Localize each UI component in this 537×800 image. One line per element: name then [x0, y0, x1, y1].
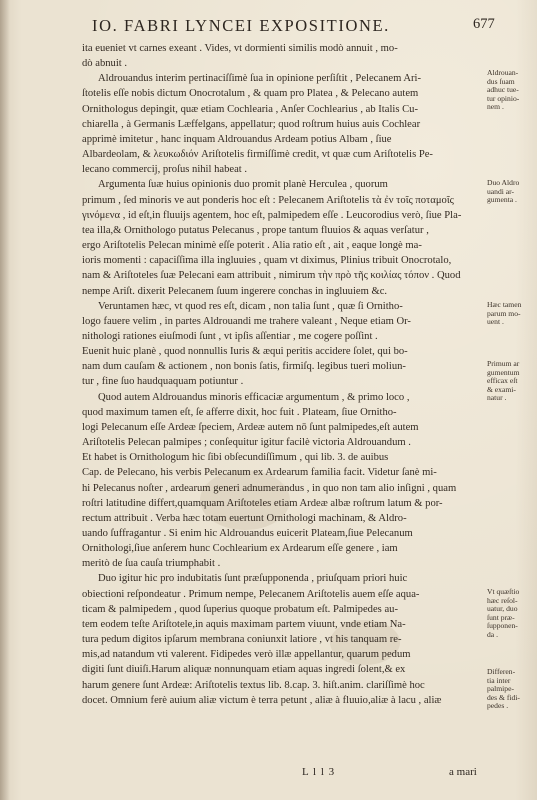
margin-note-line: uent .	[487, 317, 504, 327]
margin-note-line: parum mo-	[487, 308, 521, 318]
text-line: Aldrouandus interim pertinaciſſimè ſua in opinione perſiſtit , Pelecanem Ari-	[98, 73, 422, 85]
text-line: Argumenta ſuæ huius opinionis duo promit planè Herculea , quorum	[98, 179, 388, 191]
text-line: harum genere ſunt Ardeæ: Ariſtotelis textus lib. 8.cap. 3. hiſt.anim. clariſſimè hoc	[82, 679, 425, 691]
margin-note-line: pedes .	[487, 701, 509, 711]
margin-note-line: nem .	[487, 102, 504, 112]
margin-note-line: uatur, duo	[487, 604, 518, 614]
text-line: Quod autem Aldrouandus minoris efficaciæ argumentum , & primo loco ,	[98, 391, 410, 403]
margin-note	[487, 69, 535, 112]
margin-note-line: tia inter	[487, 675, 511, 685]
text-line: Ornithologus depingit, quæ etiam Cochlearia , Anſer Cochlearius , ab Italis Cu-	[82, 103, 418, 115]
text-line: meritò de ſua cauſa triumphabit .	[82, 558, 221, 570]
text-line: ita eueniet vt carnes exeant . Vides, vt dormienti similis modò annuit , mo-	[82, 43, 398, 54]
text-line: hi Pelecanus noſter , ardearum generi adnumerandus , in quo non tam alio inſigni , quam	[82, 482, 457, 494]
text-line: apprimè imitetur , hanc inquam Aldrouandus Ardeam potius Albam , ſiue	[82, 133, 392, 145]
text-line: dò abnuit .	[82, 58, 128, 70]
margin-note-line: efficax eſt	[487, 376, 518, 386]
text-line: Albardeolam, & λευκωδιόν Ariſtotelis firmiſſimè credit, vt quæ cum Ariſtotelis Pe-	[82, 149, 433, 161]
text-line: Cap. de Pelecano, his verbis Pelecanum ex Ardearum familia facit. Videtur ſanè mi-	[82, 467, 437, 479]
text-line: mis,ad natandum vti valerent. Fidipedes verò illæ appellantur, quarum pedum	[82, 649, 411, 661]
margin-note-line: Duo Aldro	[487, 178, 520, 187]
margin-note-line: tur opinio-	[487, 93, 520, 103]
text-line: Veruntamen hæc, vt quod res eſt, dicam , non talia ſunt , quæ ſi Ornitho-	[98, 300, 403, 312]
catchword: a mari	[449, 766, 477, 778]
text-line: rectum attribuit . Verba hæc totam euertunt Ornithologi machinam, & Aldro-	[82, 512, 407, 524]
text-line: Et habet is Ornithologum hic ſibi obſecundiſſimum , qui lib. 3. de auibus	[82, 452, 389, 464]
margin-note-line: uandi ar-	[487, 186, 515, 196]
text-line: chiarella , à Germanis Læffelgans, appellatur; quod roſtrum huius auis Cochlear	[82, 118, 421, 130]
margin-note-line: natur .	[487, 393, 507, 403]
margin-note-line: des & fidi-	[487, 692, 520, 702]
running-header	[0, 16, 537, 40]
text-line: ergo Ariſtotelis Pelecan minimè eſſe poterit . Alia ratio eſt , ait , eaque longè ma-	[82, 240, 422, 252]
text-line: nam dum cauſam & actionem , non bonis ſatis, firmiſq. legibus tueri moliun-	[82, 361, 406, 373]
text-line: tem eodem teſte Ariſtotele,in aquis maximam partem viuunt, vnde etiam Na-	[82, 618, 406, 630]
text-line: quod maximum tamen eſt, ſe afferre dixit, hoc fuit . Plateam, ſiue Ornitho-	[82, 406, 397, 418]
text-line: Duo igitur hic pro indubitatis ſunt præſupponenda , priuſquam priori huic	[98, 573, 408, 585]
margin-note-line: Hæc tamen	[487, 300, 522, 309]
margin-note-line: & exami-	[487, 384, 516, 394]
margin-note-line: adhuc tue-	[487, 85, 519, 95]
text-line: tea illa,& Ornithologo putatus Pelecanus , prope tantum fluuios & aquas verſatur ,	[82, 224, 429, 236]
margin-note-line: palmipe-	[487, 684, 514, 694]
text-line: Euenit huic planè , quod nonnullis Iuris & æqui peritis accidere ſolet, qui bo-	[82, 346, 408, 358]
margin-note-line: Vt quæſtio	[487, 587, 520, 596]
margin-note-line: dus ſuam	[487, 76, 515, 86]
margin-note-line: hæc reſol-	[487, 595, 518, 605]
margin-note-line: gumentum	[487, 367, 520, 377]
text-line: digiti ſunt diuiſi.Harum aliquæ nonnunquam etiam aquas ingredi ſolent,& ex	[82, 664, 406, 676]
main-text	[82, 41, 482, 708]
text-line: nempe Ariſt. dixerit Pelecanem ſuum ingerere conchas in ingluuiem &c.	[82, 285, 388, 297]
margin-note	[487, 179, 535, 205]
text-line: logo fauere velim , in partes Aldrouandi me trahere valeant , Neque etiam Or-	[82, 315, 411, 327]
text-line: Ornithologi,ſiue anſerem hunc Cochlearium ex Ardearum eſſe genere , iam	[82, 543, 398, 555]
margin-note	[487, 588, 535, 640]
text-line: nithologi rationes eiuſmodi ſunt , vt ipſis aſſentiar , me cogere poſſint .	[82, 330, 378, 342]
text-line: roſtri latitudine differt,quamquam Ariſtoteles etiam Ardeæ albæ roſtrum latum & por-	[82, 497, 443, 509]
page-number: 677	[473, 16, 495, 32]
margin-note	[487, 360, 535, 403]
text-line: obiectioni reſpondeatur . Primum nempe, Pelecanem Ariſtotelis auem eſſe aqua-	[82, 588, 420, 600]
signature-mark: L l l 3	[302, 766, 336, 778]
text-line: docet. Omnium ferè auium aliæ victum è terra petunt , aliæ à fluuio,aliæ à lacu , aliæ	[82, 694, 442, 706]
margin-note	[487, 668, 535, 711]
text-line: ticam & palmipedem , quod ſuperius quoque probatum eſt. Palmipedes au-	[82, 603, 398, 615]
text-line: logi Pelecanum eſſe Ardeæ ſpeciem, Ardeæ autem nō ſunt palmipedes,eſt autem	[82, 421, 419, 433]
margin-note-line: da .	[487, 629, 498, 639]
text-line: primum , ſed minoris ve aut ponderis hoc eſt : Pelecanem Ariſtotelis τὰ ἐν τοῖς ποταμοῖς	[82, 194, 454, 206]
margin-note-line: Primum ar	[487, 359, 520, 368]
margin-note-line: gumenta .	[487, 195, 517, 205]
text-line: ſtotelis eſſe nobis dictum Onocrotalum , & quam pro Platea , & Pelecano autem	[82, 88, 419, 100]
text-line: γινόμενα , id eſt,in fluuijs agentem, hoc eſt, palmipedem eſſe . Leucorodius verò, ſiue Pla-	[82, 209, 462, 221]
text-line: Ariſtotelis Pelecan palmipes ; conſequitur igitur facilè victoria Aldrouandum .	[82, 437, 411, 449]
margin-note-line: ſupponen-	[487, 621, 518, 631]
margin-note-line: ſunt præ-	[487, 612, 515, 622]
page-gutter-shadow	[0, 0, 10, 800]
text-line: nam & Ariſtoteles ſuæ Pelecani eam attribuit , nimirum τὴν πρὸ τῆς κοιλίας τόπον . Quod	[82, 270, 461, 282]
text-line: uando ſuffragantur . Si enim hic Aldrouandus euicerit Plateam,ſiue Pelecanum	[82, 528, 413, 539]
text-line: tur , fine ſuo haudquaquam potiuntur .	[82, 376, 244, 388]
page-footer	[0, 766, 537, 786]
margin-note-line: Differen-	[487, 667, 516, 676]
running-title: IO. FABRI LYNCEI EXPOSITIONE.	[92, 16, 390, 35]
text-line: tura pedum digitos ipſarum membrana coniunxit latiore , vt his tanquam re-	[82, 634, 402, 646]
text-line: lecano commercij, proſus nihil habeat .	[82, 164, 248, 176]
text-line: ioris momenti : capaciſſima illa ingluuies , quam vt diximus, Plinius tribuit Onocrotalo,	[82, 255, 452, 267]
margin-note	[487, 301, 535, 327]
margin-note-line: Aldrouan-	[487, 68, 519, 77]
